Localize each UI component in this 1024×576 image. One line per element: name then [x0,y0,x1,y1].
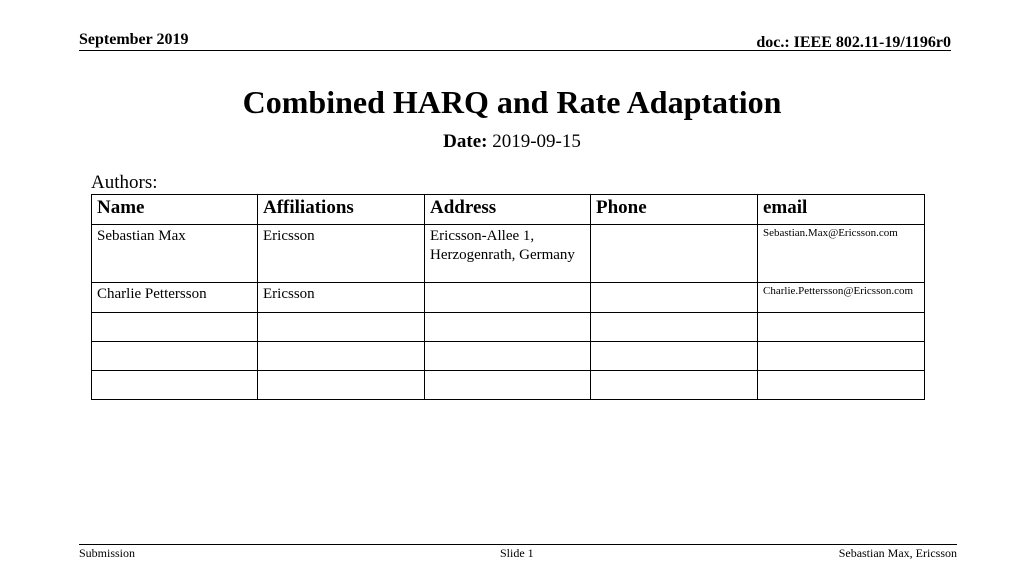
date-value: 2019-09-15 [492,131,581,152]
author-affiliation-cell: Ericsson [258,225,425,283]
author-phone-cell [591,225,758,283]
page-title: Combined HARQ and Rate Adaptation [242,84,782,120]
date-label: Date: [443,131,488,152]
author-affiliation-cell [258,342,425,371]
author-affiliation-cell: Ericsson [258,283,425,313]
author-name-cell [92,371,258,400]
author-affiliation-cell [258,313,425,342]
author-name-cell [92,313,258,342]
author-email-cell [758,342,925,371]
table-row [92,342,925,371]
header-date: September 2019 [79,31,189,48]
column-header-affiliations: Affiliations [258,195,425,225]
author-address-cell [425,342,591,371]
column-header-phone: Phone [591,195,758,225]
table-row [92,371,925,400]
table-row [92,283,925,313]
header-doc-id: doc.: IEEE 802.11-19/1196r0 [756,34,951,51]
table-row [92,313,925,342]
author-phone-cell [591,371,758,400]
author-email-cell [758,371,925,400]
author-address-cell: Ericsson-Allee 1, Herzogenrath, Germany [425,225,591,283]
author-phone-cell [591,342,758,371]
footer-slide-number: Slide 1 [500,546,534,560]
column-header-email: email [758,195,925,225]
table-header-row [92,195,925,225]
author-email-cell [758,313,925,342]
author-email-cell: Sebastian.Max@Ericsson.com [758,225,925,283]
author-address-cell [425,313,591,342]
author-name-cell: Charlie Pettersson [92,283,258,313]
column-header-name: Name [92,195,258,225]
header-divider [79,50,951,51]
author-phone-cell [591,313,758,342]
author-address-cell [425,371,591,400]
date-line [0,131,1024,153]
author-affiliation-cell [258,371,425,400]
author-name-cell: Sebastian Max [92,225,258,283]
author-name-cell [92,342,258,371]
footer-divider [79,544,957,545]
table-row [92,225,925,283]
authors-label: Authors: [91,172,158,193]
column-header-address: Address [425,195,591,225]
footer-submission: Submission [79,546,136,560]
authors-table [91,194,925,400]
author-phone-cell [591,283,758,313]
footer-author: Sebastian Max, Ericsson [838,546,957,560]
author-email-cell: Charlie.Pettersson@Ericsson.com [758,283,925,313]
author-address-cell [425,283,591,313]
